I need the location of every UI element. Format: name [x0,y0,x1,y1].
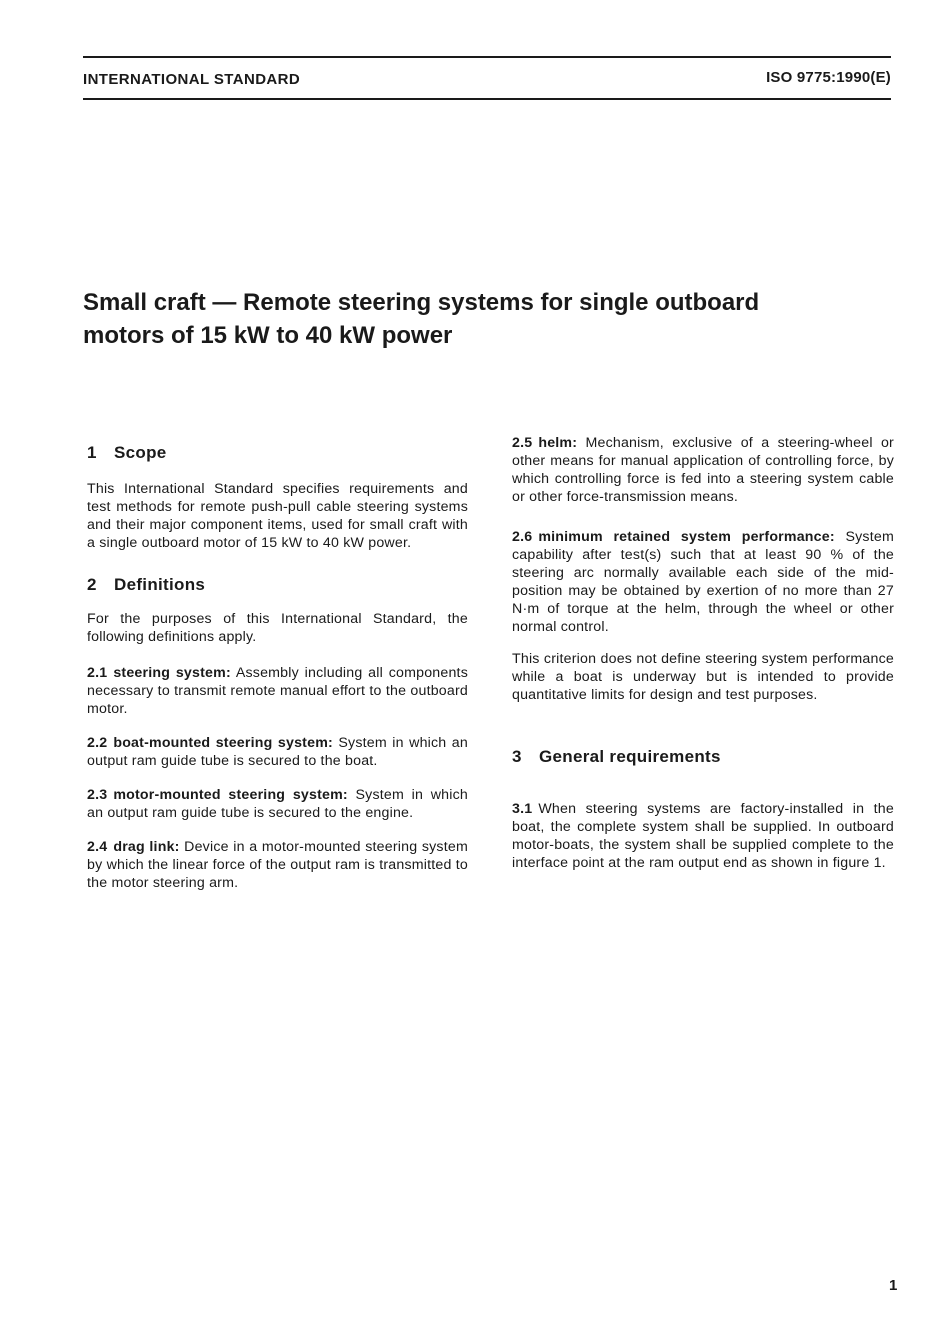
clause-number: 2.3 [87,787,108,803]
section-heading-scope [87,442,468,464]
requirement-text: When steering systems are factory-installed in the boat, the complete system shall be supplied. In outboard motor-boats, the system shall be supplied complete to the interface point at the ram output end as shown in figure 1. [512,801,894,871]
document-title: Small craft — Remote steering systems for single outboard motors of 15 kW to 40 kW power [83,289,760,349]
definition-text: System in which an output ram guide tube is secured to the boat. [87,735,468,769]
section-number: 2 [87,575,97,594]
definition-term: steering system: [113,665,231,681]
section-title: Scope [114,443,167,462]
definition-2-1 [87,664,468,718]
definition-2-2 [87,734,468,770]
right-column [512,434,894,872]
section-general-requirements [512,746,894,872]
document-type-label: INTERNATIONAL STANDARD [83,71,301,88]
definition-term: drag link: [113,839,180,855]
standard-reference: ISO 9775:1990(E) [766,69,891,86]
section-scope [87,442,468,552]
definition-2-6 [512,528,894,636]
section-number: 3 [512,747,522,766]
header-bottom-rule [83,98,891,100]
clause-number: 2.6 [512,529,533,545]
definition-text: System capability after test(s) such that at least 90 % of the steering arc normally available each side of the mid-position may be obtained by exertion of no more than 27 N·m of torque at the helm, through the wheel or other normal control. [512,529,894,635]
section-number: 1 [87,443,97,462]
definition-term: helm: [538,435,578,451]
clause-number: 3.1 [512,801,533,817]
page-number: 1 [889,1277,898,1294]
definition-text: Assembly including all components necessary to transmit remote manual effort to the outboard motor. [87,665,468,717]
definition-2-4 [87,838,468,892]
definitions-intro: For the purposes of this International Standard, the following definitions apply. [87,611,468,645]
header-top-rule [83,56,891,58]
section-title: General requirements [539,747,721,766]
left-column [87,434,468,892]
section-heading-definitions [87,574,468,596]
definition-2-3 [87,786,468,822]
definition-term: motor-mounted steering system: [113,787,348,803]
requirement-3-1 [512,800,894,872]
section-heading-general-requirements [512,746,894,768]
scope-paragraph: This International Standard specifies requirements and test methods for remote push-pull cable steering systems and their major component items, used for small craft with a single outboard motor of 15 kW to 40 kW power. [87,481,468,551]
clause-number: 2.5 [512,435,533,451]
definition-term: minimum retained system performance: [538,529,835,545]
clause-number: 2.2 [87,735,108,751]
definition-term: boat-mounted steering system: [113,735,333,751]
section-title: Definitions [114,575,206,594]
definition-text: System in which an output ram guide tube is secured to the engine. [87,787,468,821]
section-definitions [87,574,468,892]
definition-note: This criterion does not define steering system performance while a boat is underway but is intended to provide quantitative limits for design and test purposes. [512,651,894,703]
clause-number: 2.1 [87,665,108,681]
definition-text: Device in a motor-mounted steering system by which the linear force of the output ram is transmitted to the motor steering arm. [87,839,468,891]
definition-2-5 [512,434,894,506]
clause-number: 2.4 [87,839,108,855]
definition-text: Mechanism, exclusive of a steering-wheel or other means for manual application of controlling force, by which controlling force is fed into a steering system cable or other force-transmission means. [512,435,894,505]
